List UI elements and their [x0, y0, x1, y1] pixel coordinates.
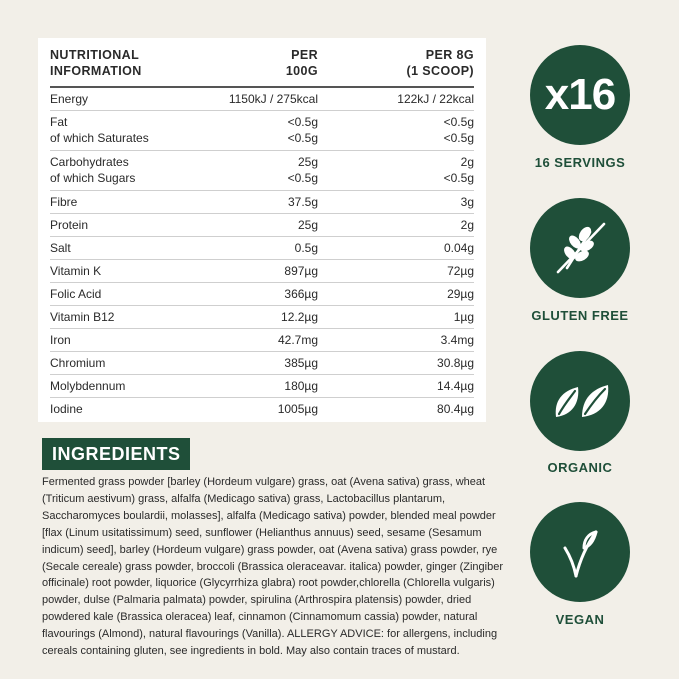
header-col-per8-line1: PER 8G [425, 48, 474, 62]
nutrient-name: Vitamin B12 [50, 310, 115, 324]
servings-badge [530, 45, 630, 145]
vegan-label: VEGAN [555, 612, 605, 627]
header-col-per8-line2: (1 SCOOP) [406, 64, 474, 78]
nutrient-name: of which Sugars [50, 171, 136, 185]
header-col-nutrient-line1: NUTRITIONAL [50, 48, 140, 62]
header-col-per8 [407, 47, 475, 79]
value-per100: 1005µg [277, 402, 318, 416]
gluten-free-label: GLUTEN FREE [531, 308, 629, 323]
organic-badge [530, 351, 630, 451]
nutrition-table [38, 38, 486, 422]
value-per8: 2g [460, 155, 474, 169]
value-per100: 366µg [284, 287, 318, 301]
value-per100: <0.5g [287, 171, 318, 185]
value-per8: 0.04g [443, 241, 474, 255]
nutrient-name: Vitamin K [50, 264, 102, 278]
header-col-per100 [286, 47, 318, 79]
value-per100: <0.5g [287, 131, 318, 145]
row-divider [50, 374, 474, 375]
row-divider [50, 110, 474, 111]
nutrient-name: Folic Acid [50, 287, 102, 301]
ingredients-title: INGREDIENTS [42, 438, 190, 470]
value-per8: 122kJ / 22kcal [397, 92, 474, 106]
value-per100: 25g [297, 218, 318, 232]
nutrient-name: Iodine [50, 402, 83, 416]
value-per8: 72µg [447, 264, 474, 278]
vegan-v-leaf-icon [530, 502, 630, 602]
value-per8: <0.5g [443, 171, 474, 185]
row-divider [50, 150, 474, 151]
ingredients-text: Fermented grass powder [barley (Hordeum vulgare) grass, oat (Avena sativa) grass, wheat (Triticum aestivum) grass, alfalfa (Medicago sativa) grass, Lactobacillus plantarum, Saccharomyces boulardii, molasses], alfalfa (Medicago sativa) powder, blended meal powder [flax (Linum usitatissimum) seed, sunflower (Helianthus annuus) seed, sesame (Sesamum indicum) seed], barley (Hordeum vulgare) grass powder, oat (Avena sativa) grass powder, rye (Secale cereale) grass powder, broccoli (Brassica oleraceavar. italica) powder, ginger (Zingiber officinale) root powder, liquorice (Glycyrrhiza glabra) root powder,chlorella (Chlorella vulgaris) powder, dulse (Palmaria palmata) powder, spirulina (Arthrospira platensis) powder, dried powdered kale (Brassica oleracea) leaf, cinnamon (Cinnamomum cassia) powder, natural flavourings (Almond), natural flavourings (Vanilla). ALLERGY ADVICE: for allergens, including cereals containing gluten, see ingredients in bold. May also contain traces of mustard. [42, 476, 503, 658]
value-per100: 385µg [284, 356, 318, 370]
value-per100: 897µg [284, 264, 318, 278]
nutrient-name: Fat [50, 115, 68, 129]
row-divider [50, 351, 474, 352]
value-per8: 80.4µg [437, 402, 474, 416]
servings-count: x16 [544, 70, 616, 119]
row-divider [50, 282, 474, 283]
servings-label: 16 SERVINGS [534, 155, 626, 170]
leaf-icon [530, 351, 630, 451]
value-per8: 3.4mg [440, 333, 474, 347]
value-per100: 37.5g [287, 195, 318, 209]
nutrient-name: Protein [50, 218, 89, 232]
row-divider [50, 305, 474, 306]
value-per100: 180µg [284, 379, 318, 393]
value-per8: 1µg [453, 310, 474, 324]
value-per100: 42.7mg [277, 333, 318, 347]
row-divider [50, 236, 474, 237]
value-per8: 3g [460, 195, 474, 209]
nutrient-name: Molybdennum [50, 379, 126, 393]
row-divider [50, 397, 474, 398]
value-per8: <0.5g [443, 131, 474, 145]
nutrient-name: Carbohydrates [50, 155, 129, 169]
nutrient-name: Fibre [50, 195, 78, 209]
value-per100: 0.5g [294, 241, 318, 255]
value-per8: 30.8µg [437, 356, 474, 370]
header-col-per100-line2: 100G [285, 64, 318, 78]
nutrient-name: Salt [50, 241, 71, 255]
value-per8: 14.4µg [437, 379, 474, 393]
value-per100: <0.5g [287, 115, 318, 129]
row-divider [50, 328, 474, 329]
header-col-per100-line1: PER [291, 48, 318, 62]
header-col-nutrient-line2: INFORMATION [50, 64, 142, 78]
value-per8: 29µg [447, 287, 474, 301]
header-col-nutrient [50, 47, 142, 79]
nutrient-name: Energy [50, 92, 89, 106]
vegan-badge [530, 502, 630, 602]
organic-label: ORGANIC [547, 460, 613, 475]
value-per100: 25g [297, 155, 318, 169]
nutrient-name: Chromium [50, 356, 106, 370]
row-divider [50, 190, 474, 191]
row-divider [50, 213, 474, 214]
header-divider [50, 86, 474, 88]
nutrient-name: Iron [50, 333, 71, 347]
value-per8: 2g [460, 218, 474, 232]
value-per100: 12.2µg [281, 310, 318, 324]
row-divider [50, 259, 474, 260]
value-per8: <0.5g [443, 115, 474, 129]
gluten-free-badge [530, 198, 630, 298]
value-per100: 1150kJ / 275kcal [228, 92, 318, 106]
nutrient-name: of which Saturates [50, 131, 149, 145]
gluten-free-icon [530, 198, 630, 298]
